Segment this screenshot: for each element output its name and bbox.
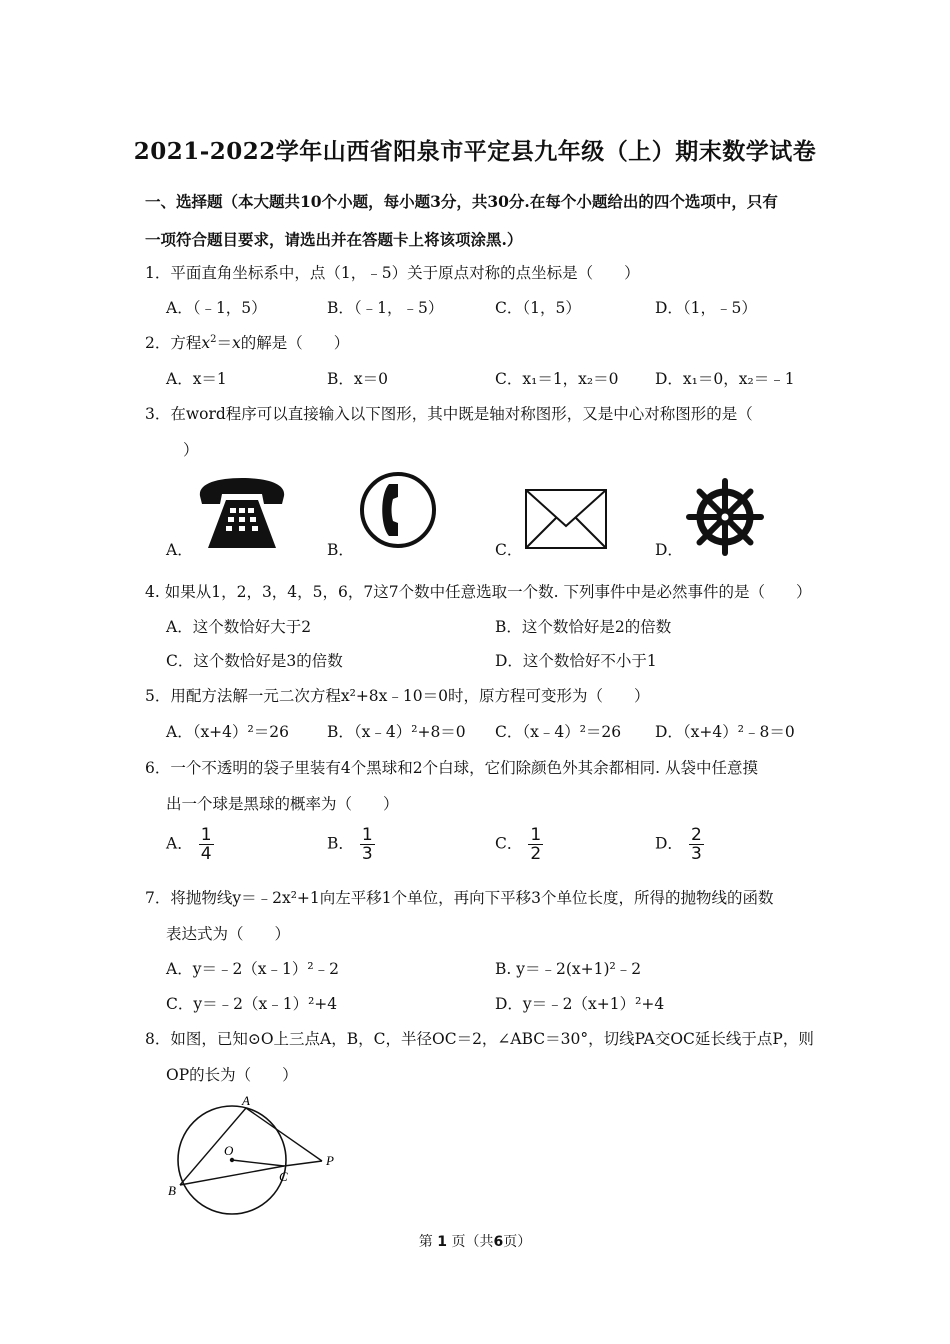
q3-option-a: A．	[166, 541, 193, 559]
q2-option-b: B．x＝0	[327, 370, 388, 388]
question-2-stem: 2．方程$x^2=x$的解是（ ）	[145, 333, 350, 352]
question-1-stem: 1．平面直角坐标系中，点（1，﹣5）关于原点对称的点坐标是（ ）	[145, 264, 640, 282]
telephone-icon	[196, 474, 288, 552]
q5-option-a: A．（x+4）²＝26	[166, 723, 289, 741]
fraction-numerator: 1	[361, 825, 373, 845]
segment-cp	[284, 1161, 322, 1166]
question-3-stem-line1: 3．在word程序可以直接输入以下图形，其中既是轴对称图形，又是中心对称图形的是（	[145, 405, 753, 423]
footer-mid: 页（共	[451, 1234, 494, 1250]
question-4-stem: 4. 如果从1，2，3，4，5，6，7这7个数中任意选取一个数. 下列事件中是必然事件的是（ ）	[145, 583, 812, 601]
q6-option-d	[655, 826, 704, 863]
fraction-numerator: 1	[200, 825, 212, 845]
q5-option-c: C．（x﹣4）²＝26	[495, 723, 622, 741]
question-7-stem-line1: 7．将抛物线y＝﹣2x²+1向左平移1个单位，再向下平移3个单位长度，所得的抛物线的函数	[145, 889, 774, 907]
label-b: B	[168, 1183, 176, 1198]
q4-option-c: C．这个数恰好是3的倍数	[166, 652, 343, 670]
tangent-pa	[246, 1108, 322, 1161]
fraction-denominator: 4	[200, 844, 212, 864]
envelope-icon	[524, 488, 608, 550]
section-heading-line1: 一、选择题（本大题共10个小题，每小题3分，共30分.在每个小题给出的四个选项中，只有	[145, 192, 778, 211]
question-7-stem-line2: 表达式为（ ）	[166, 925, 291, 943]
footer-page-number: 1	[437, 1234, 447, 1250]
segment-bc	[180, 1166, 284, 1185]
page-footer	[0, 1231, 950, 1251]
segment-ba	[180, 1108, 246, 1185]
q5-option-b: B．（x﹣4）²+8＝0	[327, 723, 466, 741]
q6-option-a	[166, 826, 214, 863]
q3-option-c: C．	[495, 541, 523, 559]
phone-circle-icon	[358, 470, 438, 550]
q2-option-a: A．x＝1	[166, 370, 227, 388]
question-8-stem-line2: OP的长为（ ）	[166, 1066, 298, 1084]
circle-tangent-figure	[160, 1095, 350, 1225]
fraction-2-3	[689, 826, 704, 863]
q7-option-b: B. y＝﹣2(x+1)²﹣2	[495, 960, 642, 978]
q7-option-a: A．y＝﹣2（x﹣1）²﹣2	[166, 960, 339, 978]
q7-option-c: C．y＝﹣2（x﹣1）²+4	[166, 995, 338, 1013]
q4-option-d: D．这个数恰好不小于1	[495, 652, 657, 670]
q3-option-d: D．	[655, 541, 683, 559]
q5-option-d: D．（x+4）²﹣8＝0	[655, 723, 795, 741]
q1-option-b: B．（﹣1，﹣5）	[327, 299, 444, 317]
ship-wheel-icon	[686, 478, 764, 556]
question-5-stem: 5．用配方法解一元二次方程x²+8x﹣10＝0时，原方程可变形为（ ）	[145, 687, 650, 705]
segment-oc	[232, 1160, 284, 1166]
q2-stem-post: 的解是（ ）	[240, 334, 350, 352]
section-heading-line2: 一项符合题目要求，请选出并在答题卡上将该项涂黑.）	[145, 230, 523, 249]
fraction-1-3	[360, 826, 375, 863]
label-a: A	[242, 1095, 250, 1108]
question-6-stem-line2: 出一个球是黑球的概率为（ ）	[166, 795, 399, 813]
q6-option-d-label: D．	[655, 834, 683, 853]
fraction-denominator: 3	[361, 844, 373, 864]
q2-stem-pre: 2．方程	[145, 334, 202, 352]
q1-option-d: D．（1，﹣5）	[655, 299, 757, 317]
page-title: 2021-2022学年山西省阳泉市平定县九年级（上）期末数学试卷	[133, 138, 817, 165]
q6-option-a-label: A．	[166, 834, 193, 853]
fraction-denominator: 3	[690, 844, 702, 864]
footer-total-pages: 6	[493, 1234, 504, 1250]
q4-option-b: B．这个数恰好是2的倍数	[495, 618, 672, 636]
q6-option-b	[327, 826, 375, 863]
q6-option-c	[495, 826, 543, 863]
footer-post: 页）	[503, 1234, 532, 1250]
center-point	[230, 1158, 234, 1162]
fraction-1-2	[528, 826, 543, 863]
question-6-stem-line1: 6．一个不透明的袋子里装有4个黑球和2个白球，它们除颜色外其余都相同. 从袋中任意摸	[145, 759, 758, 777]
q2-option-c: C．x₁＝1，x₂＝0	[495, 370, 619, 388]
question-8-stem-line1: 8．如图，已知⊙O上三点A，B，C，半径OC＝2，∠ABC＝30°，切线PA交OC延长线于点P，则	[145, 1030, 814, 1048]
q3-option-b: B．	[327, 541, 354, 559]
q6-option-b-label: B．	[327, 834, 354, 853]
q7-option-d: D．y＝﹣2（x+1）²+4	[495, 995, 665, 1013]
question-3-stem-line2: ）	[183, 441, 199, 459]
q1-option-c: C．（1，5）	[495, 299, 581, 317]
label-p: P	[326, 1153, 334, 1168]
footer-pre: 第	[418, 1234, 433, 1250]
fraction-denominator: 2	[530, 844, 542, 864]
fraction-1-4	[199, 826, 214, 863]
label-c: C	[279, 1169, 288, 1184]
fraction-numerator: 1	[530, 825, 542, 845]
q6-option-c-label: C．	[495, 834, 523, 853]
q1-option-a: A．（﹣1，5）	[166, 299, 267, 317]
label-o: O	[224, 1143, 234, 1158]
q4-option-a: A．这个数恰好大于2	[166, 618, 312, 636]
fraction-numerator: 2	[690, 825, 702, 845]
q2-option-d: D．x₁＝0，x₂＝﹣1	[655, 370, 795, 388]
